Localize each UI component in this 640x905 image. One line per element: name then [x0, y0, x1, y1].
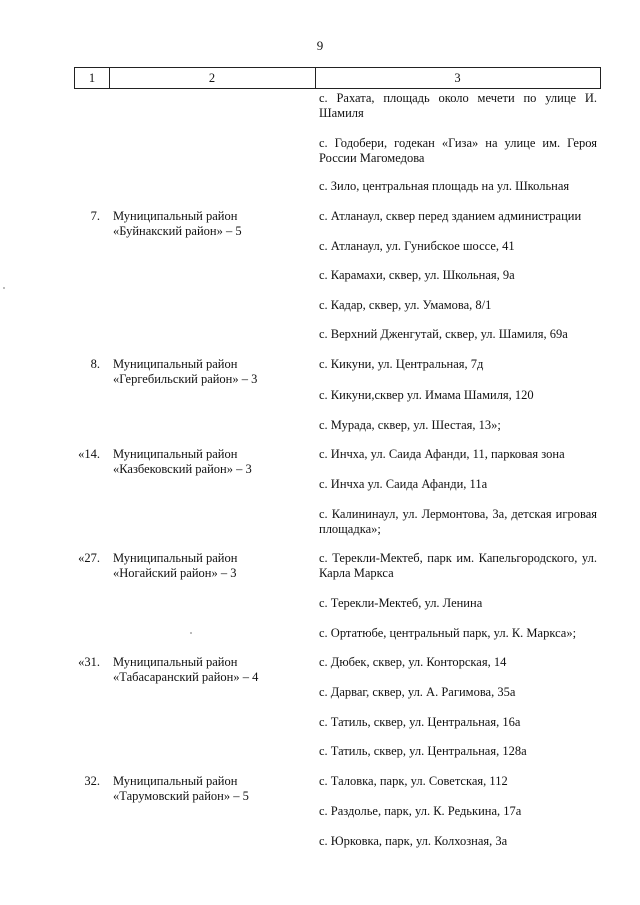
scan-speck — [190, 632, 192, 634]
address-entry: с. Инчха, ул. Саида Афанди, 11, парковая зона — [319, 447, 565, 461]
address-entry: с. Терекли-Мектеб, ул. Ленина — [319, 596, 483, 610]
row-number: 8. — [90, 357, 100, 371]
address-entry: с. Дарваг, сквер, ул. А. Рагимова, 35а — [319, 685, 516, 699]
address-entry: с. Инчха ул. Саида Афанди, 11а — [319, 477, 488, 491]
row-number: 32. — [84, 774, 100, 788]
header-col-3: 3 — [454, 70, 461, 85]
address-entry: с. Зило, центральная площадь на ул. Школьная — [319, 179, 570, 193]
header-col-1: 1 — [75, 68, 110, 88]
district-type: Муниципальный район — [113, 209, 238, 223]
district-type: Муниципальный район — [113, 447, 238, 461]
district-type: Муниципальный район — [113, 551, 238, 565]
address-entry: с. Кадар, сквер, ул. Умамова, 8/1 — [319, 298, 492, 312]
district-title: «Буйнакский район» – 5 — [113, 224, 242, 238]
district-type: Муниципальный район — [113, 357, 238, 371]
district-type: Муниципальный район — [113, 655, 238, 669]
address-entry: с. Дюбек, сквер, ул. Конторская, 14 — [319, 655, 507, 669]
address-entry: с. Татиль, сквер, ул. Центральная, 128а — [319, 744, 527, 758]
row-number: «31. — [78, 655, 100, 669]
address-entry: с. Рахата, площадь около мечети по улице И. Шамиля — [319, 91, 597, 120]
district-type: Муниципальный район — [113, 774, 238, 788]
district-name — [113, 447, 303, 477]
header-col-2: 2 — [109, 68, 316, 88]
address-entry: с. Татиль, сквер, ул. Центральная, 16а — [319, 715, 521, 729]
address-entry: с. Атланаул, сквер перед зданием администрации — [319, 209, 582, 223]
district-title: «Казбековский район» – 3 — [113, 462, 252, 476]
address-entry: с. Верхний Дженгутай, сквер, ул. Шамиля, 69а — [319, 327, 568, 341]
district-name — [113, 209, 303, 239]
address-entry: с. Терекли-Мектеб, парк им. Капельгородского, ул. Карла Маркса — [319, 551, 597, 580]
district-title: «Тарумовский район» – 5 — [113, 789, 249, 803]
row-number: «14. — [78, 447, 100, 461]
address-entry: с. Годобери, годекан «Гиза» на улице им. Героя России Магомедова — [319, 136, 597, 165]
district-name — [113, 774, 303, 804]
row-number: 7. — [90, 209, 100, 223]
address-entry: с. Юрковка, парк, ул. Колхозная, 3а — [319, 834, 508, 848]
district-name — [113, 357, 303, 387]
address-entry: с. Кикуни,сквер ул. Имама Шамиля, 120 — [319, 388, 534, 402]
row-number: «27. — [78, 551, 100, 565]
address-entry: с. Калининаул, ул. Лермонтова, 3а, детская игровая площадка»; — [319, 507, 597, 536]
district-title: «Ногайский район» – 3 — [113, 566, 237, 580]
address-entry: с. Кикуни, ул. Центральная, 7д — [319, 357, 484, 371]
district-title: «Гергебильский район» – 3 — [113, 372, 258, 386]
page-number: 9 — [316, 38, 324, 53]
district-name — [113, 655, 303, 685]
address-entry: с. Карамахи, сквер, ул. Школьная, 9а — [319, 268, 515, 282]
address-entry: с. Раздолье, парк, ул. К. Редькина, 17а — [319, 804, 522, 818]
scan-speck — [3, 287, 5, 289]
table-header — [74, 67, 601, 89]
address-entry: с. Таловка, парк, ул. Советская, 112 — [319, 774, 508, 788]
address-entry: с. Мурада, сквер, ул. Шестая, 13»; — [319, 418, 501, 432]
address-entry: с. Ортатюбе, центральный парк, ул. К. Маркса»; — [319, 626, 577, 640]
district-name — [113, 551, 303, 581]
address-entry: с. Атланаул, ул. Гунибское шоссе, 41 — [319, 239, 515, 253]
district-title: «Табасаранский район» – 4 — [113, 670, 259, 684]
